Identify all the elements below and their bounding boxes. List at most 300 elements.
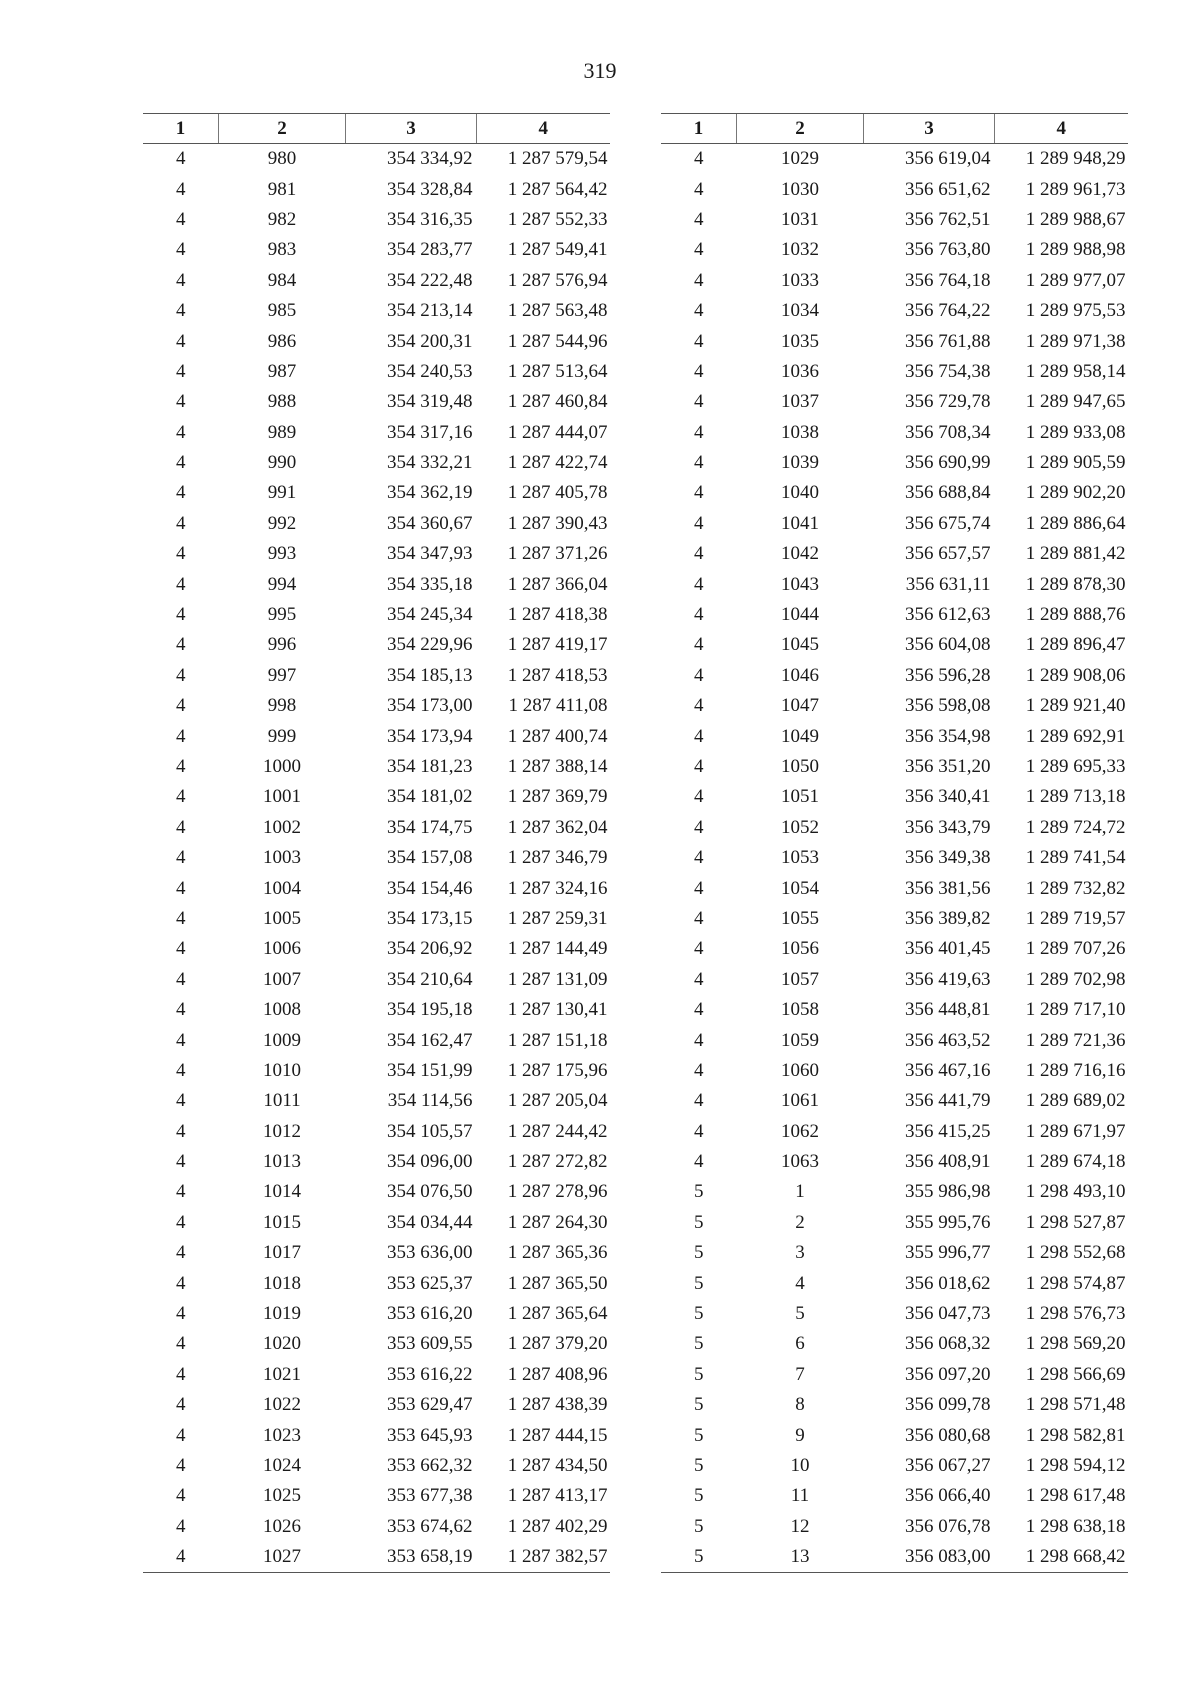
cell-col-3: 354 157,08 [387,847,473,869]
table-row [661,418,1128,448]
cell-col-4: 1 287 438,39 [507,1394,608,1416]
table-row [143,266,610,296]
coordinates-table-right [661,113,1128,1573]
cell-col-4: 1 287 564,42 [507,178,608,200]
cell-col-2: 1019 [263,1303,301,1325]
table-row [661,174,1128,204]
cell-col-2: 996 [267,634,297,656]
cell-col-1: 5 [694,1363,704,1385]
table-row [143,721,610,751]
cell-col-2: 983 [267,239,297,261]
cell-col-4: 1 289 977,07 [1025,269,1126,291]
cell-col-2: 989 [267,421,297,443]
cell-col-4: 1 287 382,57 [477,1542,610,1573]
cell-col-4: 1 287 444,15 [507,1424,608,1446]
cell-col-1: 4 [176,1485,186,1507]
cell-col-2: 12 [790,1515,810,1537]
table-row [661,934,1128,964]
cell-col-3: 356 754,38 [905,360,991,382]
cell-col-1: 5 [694,1485,704,1507]
table-row [661,1238,1128,1268]
cell-col-4: 1 289 988,67 [1025,208,1126,230]
cell-col-3: 356 762,51 [905,208,991,230]
cell-col-3: 354 114,56 [387,1090,473,1112]
cell-col-3: 356 763,80 [905,239,991,261]
cell-col-1: 4 [694,178,704,200]
table-row [143,1056,610,1086]
cell-col-2: 1056 [781,938,819,960]
table-row [143,630,610,660]
cell-col-1: 4 [176,1181,186,1203]
table-row [661,1086,1128,1116]
cell-col-2: 1038 [781,421,819,443]
cell-col-1: 4 [176,148,186,170]
cell-col-1: 5 [694,1515,704,1537]
table-row [143,205,610,235]
table-row [661,326,1128,356]
cell-col-2: 1049 [781,725,819,747]
cell-col-3: 355 986,98 [905,1181,991,1203]
cell-col-2: 1030 [781,178,819,200]
cell-col-2: 991 [267,482,297,504]
cell-col-4: 1 298 566,69 [1025,1363,1126,1385]
table-row [661,965,1128,995]
cell-col-1: 4 [694,968,704,990]
cell-col-3: 356 340,41 [905,786,991,808]
table-row [661,691,1128,721]
cell-col-1: 4 [176,421,186,443]
cell-col-1: 4 [176,725,186,747]
cell-col-4: 1 287 371,26 [507,543,608,565]
cell-col-1: 4 [176,695,186,717]
cell-col-2: 1034 [781,300,819,322]
cell-col-2: 1001 [263,786,301,808]
cell-col-1: 4 [176,634,186,656]
cell-col-4: 1 287 175,96 [507,1059,608,1081]
table-row [661,600,1128,630]
cell-col-3: 354 317,16 [387,421,473,443]
cell-col-4: 1 287 408,96 [507,1363,608,1385]
table-row [143,782,610,812]
cell-col-4: 1 289 961,73 [1025,178,1126,200]
cell-col-1: 4 [694,421,704,443]
table-row [661,1056,1128,1086]
table-row [661,904,1128,934]
cell-col-2: 1063 [781,1151,819,1173]
cell-col-1: 4 [694,452,704,474]
cell-col-1: 4 [694,907,704,929]
cell-col-4: 1 289 716,16 [1025,1059,1126,1081]
cell-col-4: 1 287 400,74 [507,725,608,747]
column-header-2: 2 [737,114,864,144]
cell-col-1: 4 [694,604,704,626]
cell-col-1: 4 [176,1211,186,1233]
table-row [143,296,610,326]
cell-col-3: 353 677,38 [387,1485,473,1507]
cell-col-1: 4 [143,1542,219,1573]
table-row [661,205,1128,235]
column-header-1: 1 [143,114,219,144]
cell-col-2: 1046 [781,664,819,686]
cell-col-4: 1 287 365,36 [507,1242,608,1264]
cell-col-1: 4 [176,1394,186,1416]
cell-col-1: 4 [694,482,704,504]
cell-col-4: 1 287 365,64 [507,1303,608,1325]
cell-col-1: 4 [694,664,704,686]
cell-col-1: 4 [176,239,186,261]
cell-col-3: 353 616,20 [387,1303,473,1325]
cell-col-2: 993 [267,543,297,565]
cell-col-4: 1 289 908,06 [1025,664,1126,686]
cell-col-3: 356 448,81 [905,999,991,1021]
cell-col-3: 354 229,96 [387,634,473,656]
cell-col-3: 356 604,08 [905,634,991,656]
cell-col-3: 356 419,63 [905,968,991,990]
cell-col-4: 1 287 259,31 [507,907,608,929]
cell-col-3: 356 612,63 [905,604,991,626]
cell-col-2: 992 [267,512,297,534]
table-row [661,569,1128,599]
table-row [661,1360,1128,1390]
cell-col-2: 1026 [263,1515,301,1537]
cell-col-4: 1 287 422,74 [507,452,608,474]
cell-col-4: 1 287 365,50 [507,1272,608,1294]
cell-col-4: 1 287 388,14 [507,756,608,777]
cell-col-4: 1 287 419,17 [507,634,608,656]
cell-col-2: 1007 [263,968,301,990]
cell-col-2: 1011 [263,1090,301,1112]
cell-col-3: 356 066,40 [905,1485,991,1507]
table-row [661,509,1128,539]
cell-col-3: 356 761,88 [905,330,991,352]
cell-col-4: 1 287 460,84 [507,391,608,413]
table-row [143,509,610,539]
cell-col-4: 1 289 702,98 [1025,968,1126,990]
table-row [661,1390,1128,1420]
cell-col-1: 4 [694,695,704,717]
cell-col-4: 1 298 527,87 [1025,1211,1126,1233]
cell-col-2: 4 [795,1272,805,1294]
cell-col-2: 11 [790,1485,810,1507]
cell-col-2: 1004 [263,877,301,899]
cell-col-3: 354 076,50 [387,1181,473,1203]
cell-col-2: 1003 [263,847,301,869]
cell-col-3: 354 240,53 [387,360,473,382]
cell-col-2: 9 [795,1424,805,1446]
table-row [661,661,1128,691]
table-row [143,174,610,204]
cell-col-2: 985 [267,300,297,322]
cell-col-1: 4 [176,178,186,200]
cell-col-1: 4 [176,1272,186,1294]
cell-col-3: 356 381,56 [905,877,991,899]
cell-col-4: 1 287 151,18 [507,1029,608,1051]
cell-col-1: 4 [176,452,186,474]
cell-col-1: 5 [694,1394,704,1416]
table-row [661,478,1128,508]
table-row [143,1147,610,1177]
cell-col-2: 988 [267,391,297,413]
cell-col-3: 354 316,35 [387,208,473,230]
cell-col-1: 4 [176,938,186,960]
cell-col-3: 353 625,37 [387,1272,473,1294]
cell-col-4: 1 298 638,18 [1025,1515,1126,1537]
cell-col-2: 1037 [781,391,819,413]
cell-col-4: 1 289 971,38 [1025,330,1126,352]
cell-col-1: 4 [694,938,704,960]
table-row [661,1147,1128,1177]
cell-col-1: 4 [694,847,704,869]
cell-col-3: 356 401,45 [905,938,991,960]
cell-col-2: 1021 [263,1363,301,1385]
table-row [143,1117,610,1147]
cell-col-3: 353 674,62 [387,1515,473,1537]
cell-col-2: 1013 [263,1151,301,1173]
cell-col-1: 4 [176,1090,186,1112]
cell-col-4: 1 287 402,29 [507,1515,608,1537]
table-row [143,995,610,1025]
cell-col-2: 980 [267,148,297,170]
cell-col-2: 1040 [781,482,819,504]
table-row [661,995,1128,1025]
cell-col-1: 4 [694,543,704,565]
cell-col-1: 4 [694,725,704,747]
table-row [661,448,1128,478]
cell-col-1: 4 [176,816,186,838]
cell-col-3: 356 343,79 [905,816,991,838]
cell-col-1: 4 [176,968,186,990]
cell-col-4: 1 287 390,43 [507,512,608,534]
cell-col-3: 355 995,76 [905,1211,991,1233]
table-row [143,934,610,964]
table-row [661,235,1128,265]
cell-col-1: 4 [176,391,186,413]
cell-col-4: 1 287 576,94 [507,269,608,291]
cell-col-3: 356 631,11 [905,573,991,595]
table-row [661,1451,1128,1481]
table-row [661,1512,1128,1542]
cell-col-2: 1031 [781,208,819,230]
cell-col-2: 1015 [263,1211,301,1233]
cell-col-1: 4 [694,1120,704,1142]
cell-col-2: 1018 [263,1272,301,1294]
cell-col-1: 4 [176,512,186,534]
cell-col-3: 353 658,19 [346,1542,477,1573]
cell-col-1: 5 [694,1181,704,1203]
cell-col-3: 354 332,21 [387,452,473,474]
table-row [143,1512,610,1542]
table-row [661,752,1128,782]
table-row [661,1420,1128,1450]
cell-col-2: 1000 [263,756,301,777]
cell-col-1: 4 [694,391,704,413]
cell-col-4: 1 287 144,49 [507,938,608,960]
cell-col-3: 354 222,48 [387,269,473,291]
cell-col-1: 4 [694,330,704,352]
cell-col-4: 1 287 369,79 [507,786,608,808]
cell-col-3: 354 096,00 [387,1151,473,1173]
cell-col-4: 1 289 902,20 [1025,482,1126,504]
cell-col-1: 4 [176,756,186,777]
cell-col-4: 1 287 544,96 [507,330,608,352]
table-row [661,1299,1128,1329]
cell-col-4: 1 287 205,04 [507,1090,608,1112]
table-row [143,1299,610,1329]
cell-col-1: 5 [694,1424,704,1446]
cell-col-1: 4 [176,1515,186,1537]
cell-col-4: 1 289 921,40 [1025,695,1126,717]
column-header-3: 3 [864,114,995,144]
cell-col-4: 1 287 346,79 [507,847,608,869]
cell-col-3: 356 619,04 [905,148,991,170]
cell-col-1: 4 [176,1454,186,1476]
cell-col-3: 353 645,93 [387,1424,473,1446]
cell-col-1: 4 [694,1151,704,1173]
table-row [143,1360,610,1390]
cell-col-3: 354 105,57 [387,1120,473,1142]
cell-col-3: 353 662,32 [387,1454,473,1476]
cell-col-4: 1 287 130,41 [507,999,608,1021]
cell-col-1: 4 [694,1059,704,1081]
cell-col-2: 1055 [781,907,819,929]
cell-col-2: 984 [267,269,297,291]
cell-col-4: 1 287 324,16 [507,877,608,899]
cell-col-3: 354 362,19 [387,482,473,504]
table-row [661,1268,1128,1298]
cell-col-1: 4 [176,208,186,230]
cell-col-2: 2 [795,1211,805,1233]
cell-col-3: 354 360,67 [387,512,473,534]
cell-col-3: 356 688,84 [905,482,991,504]
cell-col-1: 4 [176,573,186,595]
cell-col-3: 356 080,68 [905,1424,991,1446]
cell-col-2: 1036 [781,360,819,382]
table-row [143,904,610,934]
cell-col-3: 356 708,34 [905,421,991,443]
cell-col-3: 356 354,98 [905,725,991,747]
cell-col-4: 1 298 571,48 [1025,1394,1126,1416]
cell-col-3: 354 213,14 [387,300,473,322]
cell-col-4: 1 287 379,20 [507,1333,608,1355]
cell-col-1: 4 [176,664,186,686]
cell-col-4: 1 289 713,18 [1025,786,1126,808]
cell-col-3: 356 389,82 [905,907,991,929]
cell-col-3: 354 319,48 [387,391,473,413]
cell-col-4: 1 287 278,96 [507,1181,608,1203]
cell-col-3: 354 195,18 [387,999,473,1021]
cell-col-4: 1 289 732,82 [1025,877,1126,899]
cell-col-3: 356 675,74 [905,512,991,534]
cell-col-4: 1 287 411,08 [508,695,608,717]
cell-col-3: 354 245,34 [387,604,473,626]
cell-col-4: 1 289 988,98 [1025,239,1126,261]
table-row [143,843,610,873]
cell-col-1: 4 [176,360,186,382]
cell-col-3: 356 068,32 [905,1333,991,1355]
cell-col-2: 982 [267,208,297,230]
column-header-1: 1 [661,114,737,144]
cell-col-3: 354 185,13 [387,664,473,686]
cell-col-2: 1054 [781,877,819,899]
cell-col-3: 356 349,38 [905,847,991,869]
cell-col-1: 4 [694,573,704,595]
table-row [143,965,610,995]
cell-col-2: 1058 [781,999,819,1021]
cell-col-3: 356 351,20 [905,756,991,777]
page-number: 319 [583,58,617,83]
table-row [143,1025,610,1055]
cell-col-3: 356 441,79 [905,1090,991,1112]
table-row [143,752,610,782]
cell-col-4: 1 287 418,38 [507,604,608,626]
table-row [661,1025,1128,1055]
cell-col-2: 1057 [781,968,819,990]
cell-col-1: 4 [694,512,704,534]
cell-col-2: 1 [795,1181,805,1203]
cell-col-2: 1032 [781,239,819,261]
cell-col-3: 354 334,92 [387,148,473,170]
table-row [143,569,610,599]
table-row [143,1542,610,1573]
cell-col-2: 1052 [781,816,819,838]
cell-col-2: 7 [795,1363,805,1385]
column-header-4: 4 [995,114,1128,144]
cell-col-1: 4 [176,907,186,929]
cell-col-3: 356 729,78 [905,391,991,413]
cell-col-4: 1 287 413,17 [507,1485,608,1507]
cell-col-4: 1 298 493,10 [1025,1181,1126,1203]
cell-col-3: 356 047,73 [905,1303,991,1325]
cell-col-2: 1060 [781,1059,819,1081]
cell-col-1: 4 [694,634,704,656]
cell-col-3: 354 181,02 [387,786,473,808]
table-row [143,357,610,387]
table-body [661,144,1128,1573]
cell-col-2: 1014 [263,1181,301,1203]
cell-col-4: 1 298 552,68 [1025,1242,1126,1264]
cell-col-4: 1 298 576,73 [1025,1303,1126,1325]
cell-col-4: 1 298 668,42 [995,1542,1128,1573]
cell-col-4: 1 289 896,47 [1025,634,1126,656]
cell-col-2: 1024 [263,1454,301,1476]
cell-col-1: 4 [176,999,186,1021]
cell-col-3: 356 018,62 [905,1272,991,1294]
cell-col-1: 5 [694,1303,704,1325]
cell-col-2: 1023 [263,1424,301,1446]
cell-col-3: 354 206,92 [387,938,473,960]
cell-col-4: 1 289 721,36 [1025,1029,1126,1051]
cell-col-2: 1045 [781,634,819,656]
cell-col-2: 1022 [263,1394,301,1416]
column-header-3: 3 [346,114,477,144]
cell-col-4: 1 287 362,04 [507,816,608,838]
table-row [661,266,1128,296]
cell-col-1: 4 [176,604,186,626]
cell-col-2: 1005 [263,907,301,929]
cell-col-3: 356 596,28 [905,664,991,686]
cell-col-4: 1 287 513,64 [507,360,608,382]
cell-col-3: 356 764,18 [905,269,991,291]
cell-col-4: 1 298 569,20 [1025,1333,1126,1355]
table-row [661,630,1128,660]
column-header-2: 2 [219,114,346,144]
cell-col-4: 1 289 881,42 [1025,543,1126,565]
cell-col-2: 1017 [263,1242,301,1264]
cell-col-4: 1 287 549,41 [507,239,608,261]
cell-col-1: 5 [694,1242,704,1264]
cell-col-4: 1 289 741,54 [1025,847,1126,869]
cell-col-3: 354 328,84 [387,178,473,200]
